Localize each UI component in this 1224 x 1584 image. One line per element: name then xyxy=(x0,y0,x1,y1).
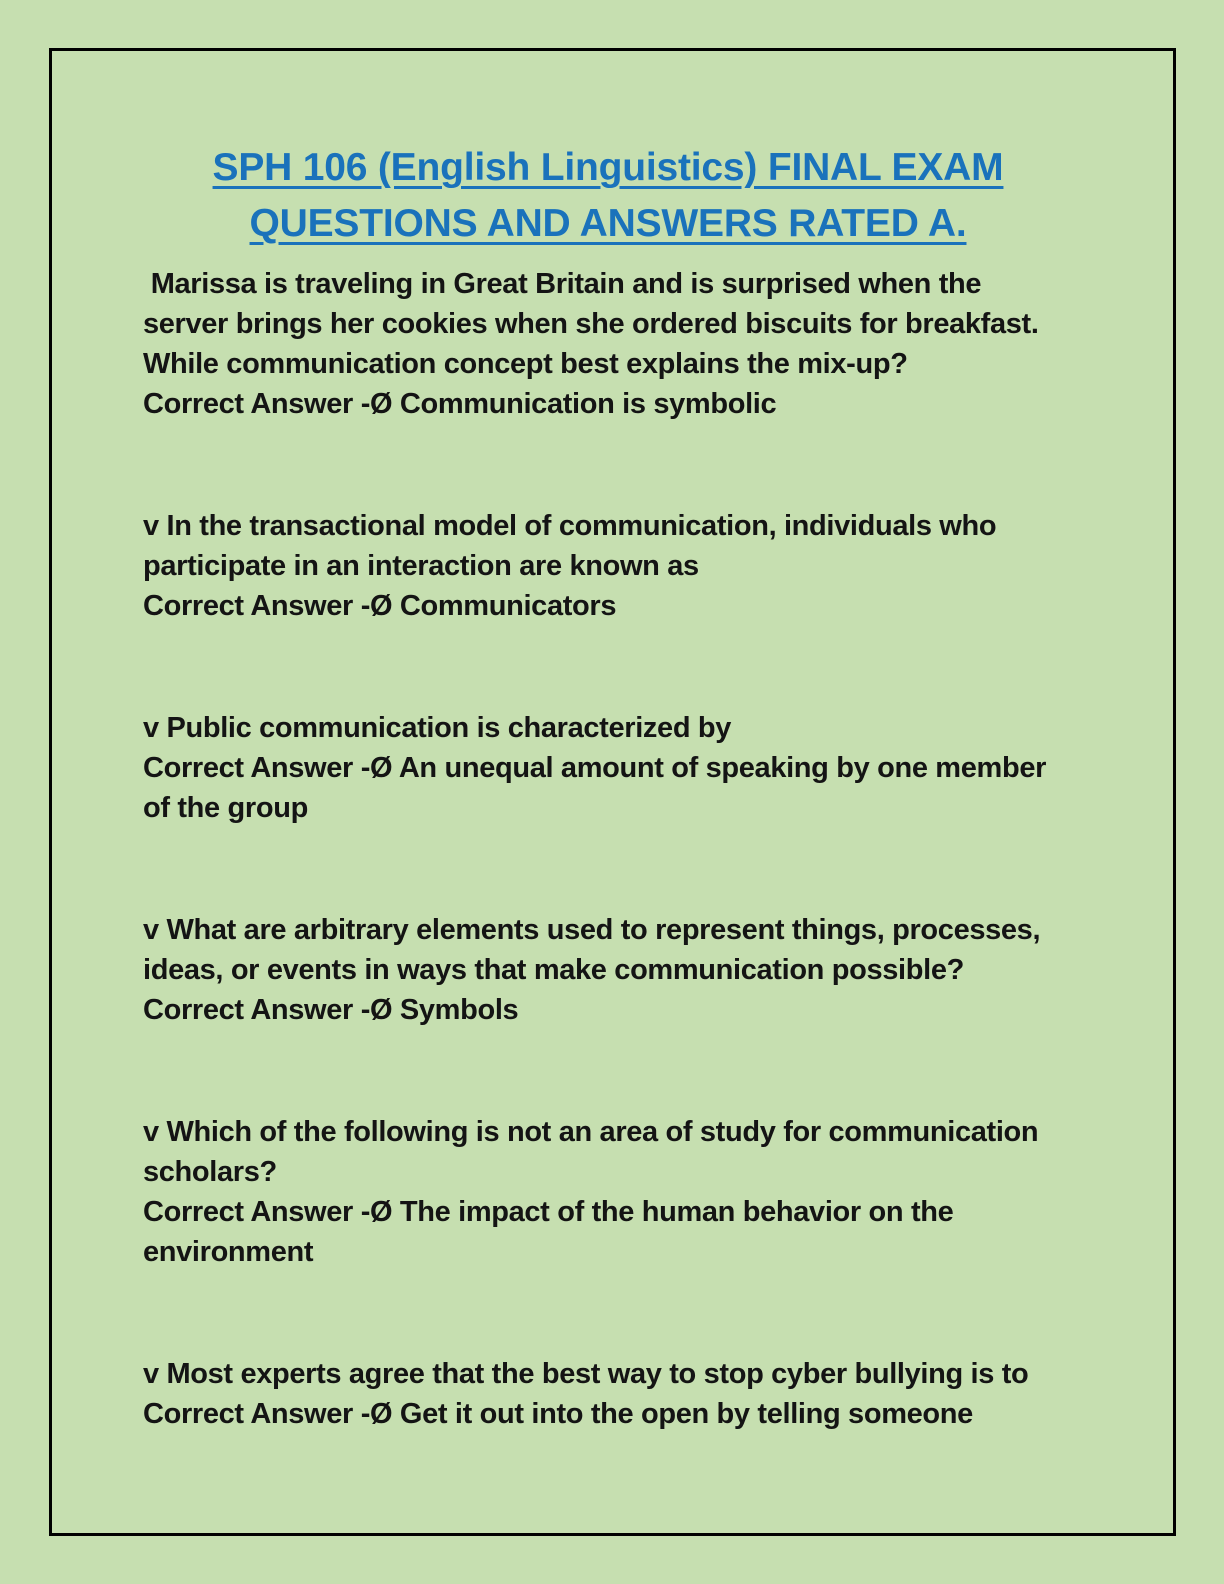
question-text: v What are arbitrary elements used to represent things, processes, ideas, or events in ways that make communication possible? xyxy=(143,914,1048,986)
page-title-line-1-text: SPH 106 (English Linguistics) FINAL EXAM xyxy=(212,146,1004,189)
qa-block xyxy=(143,1354,1073,1434)
document-content xyxy=(143,140,1073,1434)
answer-text: Correct Answer -Ø Symbols xyxy=(143,994,519,1026)
question-text: v Most experts agree that the best way to stop cyber bullying is to xyxy=(143,1358,1029,1390)
answer-text: Correct Answer -Ø Get it out into the open by telling someone xyxy=(143,1398,973,1430)
qa-block xyxy=(143,708,1073,828)
answer-text: Correct Answer -Ø Communication is symbolic xyxy=(143,388,777,420)
qa-block xyxy=(143,506,1073,626)
question-text: v Which of the following is not an area of study for communication scholars? xyxy=(143,1116,1046,1188)
question-text: v Public communication is characterized by xyxy=(143,712,732,744)
page-title-line-1 xyxy=(143,140,1073,196)
answer-text: Correct Answer -Ø The impact of the human behavior on the environment xyxy=(143,1196,962,1268)
question-text: Marissa is traveling in Great Britain and is surprised when the server brings her cookies when she ordered biscuits for breakfast. While communication concept best explains the mix-up? xyxy=(143,268,1047,380)
qa-block xyxy=(143,910,1073,1030)
page-title-line-2-text: QUESTIONS AND ANSWERS RATED A. xyxy=(249,202,967,245)
question-text: v In the transactional model of communication, individuals who participate in an interaction are known as xyxy=(143,510,1004,582)
page-title-line-2 xyxy=(143,196,1073,252)
answer-text: Correct Answer -Ø Communicators xyxy=(143,590,617,622)
page-title xyxy=(143,140,1073,252)
qa-block xyxy=(143,264,1073,424)
qa-block xyxy=(143,1112,1073,1272)
answer-text: Correct Answer -Ø An unequal amount of speaking by one member of the group xyxy=(143,752,1054,824)
